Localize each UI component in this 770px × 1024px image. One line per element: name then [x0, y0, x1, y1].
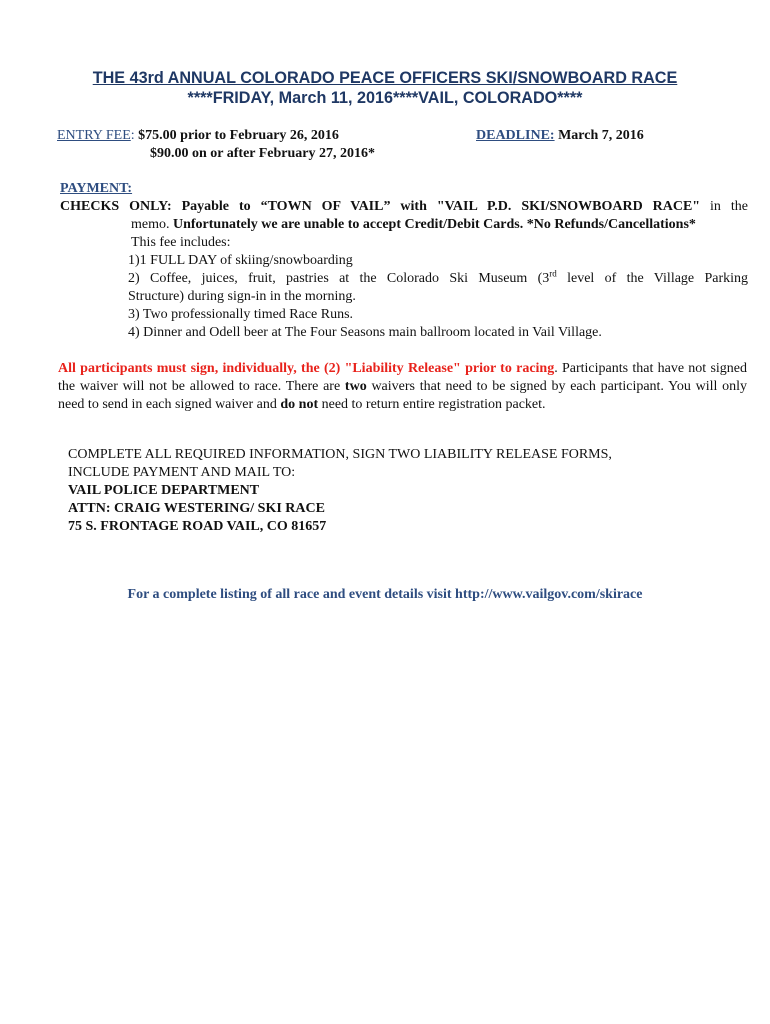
title-line-1: THE 43rd ANNUAL COLORADO PEACE OFFICERS SKI/SNOWBOARD RACE [92, 69, 678, 87]
waiver-two: two [344, 379, 367, 394]
title-line-2: ****FRIDAY, March 11, 2016****VAIL, COLORADO**** [187, 89, 583, 107]
document-title [0, 68, 770, 108]
deadline-label: DEADLINE: [476, 128, 555, 143]
deadline-value: March 7, 2016 [558, 128, 644, 143]
fee-includes: This fee includes: [131, 235, 231, 250]
mail-attention: ATTN: CRAIG WESTERING/ SKI RACE [68, 501, 325, 516]
entry-fee-section: ENTRY FEE: $75.00 prior to February 26, 2016 [57, 128, 339, 143]
item-2-text-a: 2) Coffee, juices, fruit, pastries at the Colorado Ski Museum (3 [128, 271, 550, 286]
mail-address: 75 S. FRONTAGE ROAD VAIL, CO 81657 [68, 519, 327, 534]
memo-line [131, 216, 696, 234]
include-item-2 [128, 270, 748, 288]
entry-fee-label: ENTRY FEE [57, 128, 131, 143]
mail-recipient: VAIL POLICE DEPARTMENT [68, 483, 260, 498]
waiver-text-2: waivers that need to be signed by each participant. You will only need to send in each signed waiver and [58, 379, 747, 412]
mail-instruction-1: COMPLETE ALL REQUIRED INFORMATION, SIGN TWO LIABILITY RELEASE FORMS, [68, 447, 612, 462]
mail-instruction-2: INCLUDE PAYMENT AND MAIL TO: [68, 465, 296, 480]
event-details-link[interactable]: For a complete listing of all race and event details visit http://www.vailgov.com/skirace [127, 587, 643, 602]
checks-only-text: CHECKS ONLY: Payable to “TOWN OF VAIL” with "VAIL P.D. SKI/SNOWBOARD RACE" [60, 199, 701, 214]
waiver-do-not: do not [280, 397, 319, 412]
checks-only-line [60, 198, 748, 216]
include-item-2-cont: Structure) during sign-in in the morning. [128, 289, 356, 304]
waiver-paragraph [58, 360, 747, 414]
include-item-3: 3) Two professionally timed Race Runs. [128, 307, 354, 322]
deadline-section [476, 127, 644, 145]
include-item-4: 4) Dinner and Odell beer at The Four Seasons main ballroom located in Vail Village. [128, 325, 602, 340]
memo-text: memo. [131, 217, 173, 232]
waiver-text-1: . Participants that have not signed the waiver will not be allowed to race. There are [58, 361, 747, 394]
waiver-warning: All participants must sign, individually, the (2) "Liability Release" prior to racing [58, 361, 555, 376]
in-the-text: in the [700, 199, 748, 214]
entry-fee-line-2: $90.00 on or after February 27, 2016* [150, 146, 376, 161]
waiver-text-3: need to return entire registration packet. [318, 397, 546, 412]
payment-heading: PAYMENT: [60, 181, 133, 196]
include-item-1: 1)1 FULL DAY of skiing/snowboarding [128, 253, 353, 268]
no-cards-notice: Unfortunately we are unable to accept Credit/Debit Cards. *No Refunds/Cancellations* [173, 217, 696, 232]
entry-fee-line-1: $75.00 prior to February 26, 2016 [138, 128, 339, 143]
item-2-text-b: level of the Village Parking [556, 271, 748, 286]
item-2-superscript: rd [549, 268, 557, 279]
